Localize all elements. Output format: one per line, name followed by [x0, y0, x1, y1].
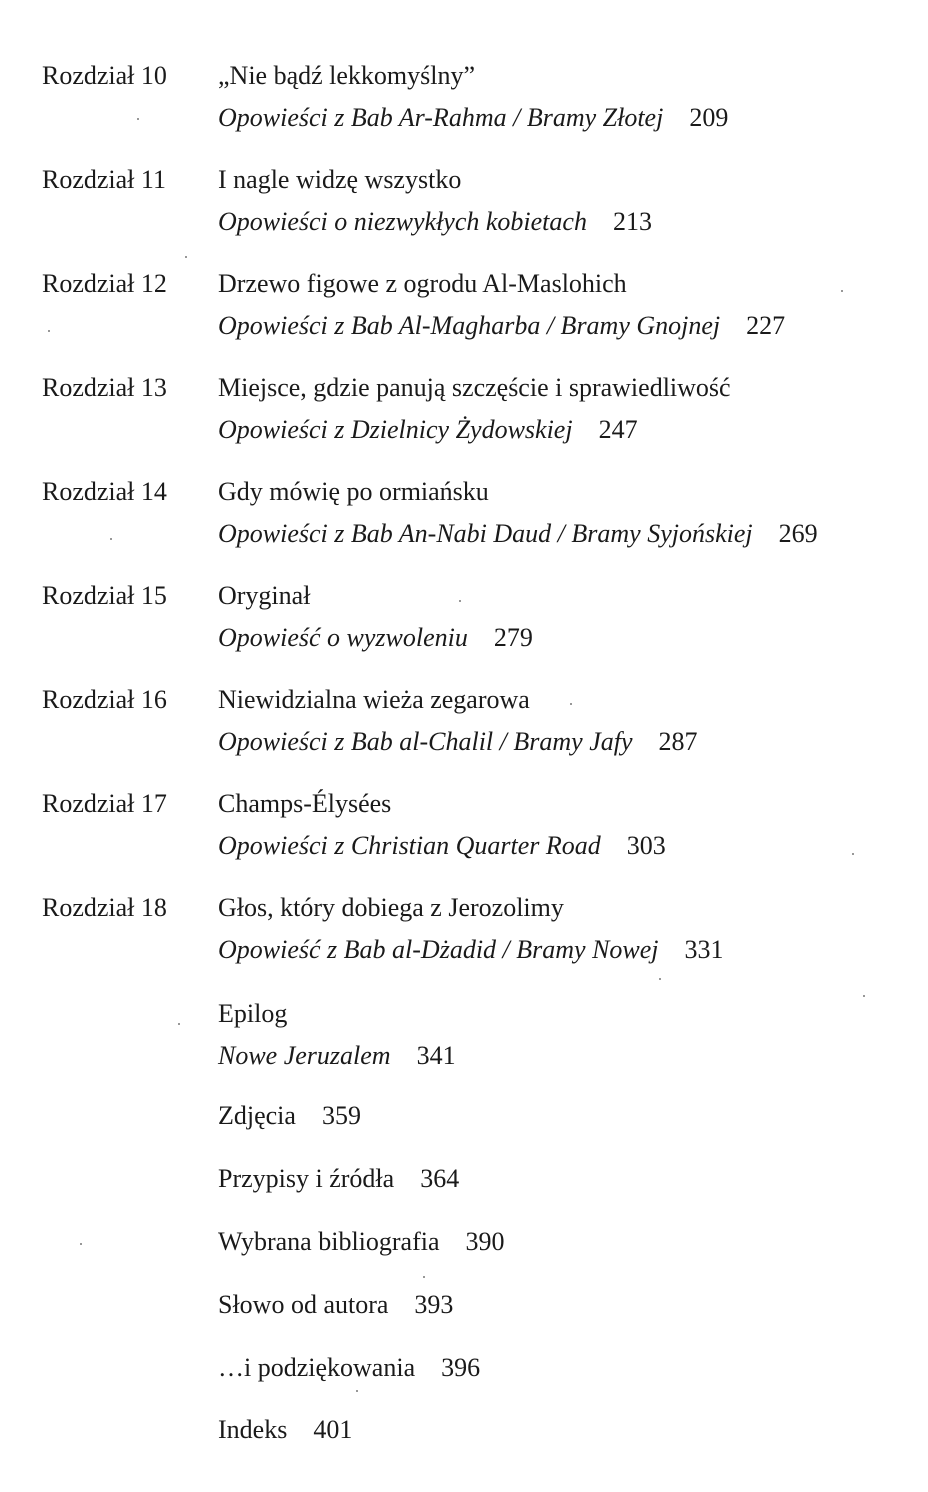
chapter-label: Rozdział 15: [42, 581, 167, 610]
chapter-subtitle: Opowieść o wyzwoleniu: [218, 623, 468, 652]
back-matter-title: …i podziękowania: [218, 1353, 416, 1382]
chapter-subtitle-line: [218, 932, 724, 968]
epilog-title: Epilog: [218, 999, 288, 1028]
page-number: 303: [626, 831, 666, 860]
chapter-title: Champs-Élysées: [218, 789, 392, 818]
chapter-subtitle: Opowieści z Dzielnicy Żydowskiej: [218, 415, 573, 444]
page-number: 209: [689, 103, 729, 132]
epilog-subtitle: Nowe Jeruzalem: [218, 1041, 391, 1070]
scan-speck: [80, 1243, 82, 1245]
chapter-subtitle: Opowieści o niezwykłych kobietach: [218, 207, 587, 236]
scan-speck: [48, 330, 50, 332]
page-number: 401: [313, 1415, 353, 1444]
back-matter-line: [218, 1287, 453, 1323]
chapter-title: Niewidzialna wieża zegarowa: [218, 685, 530, 714]
scan-speck: [852, 853, 854, 855]
scan-speck: [841, 290, 843, 292]
chapter-title: Oryginał: [218, 581, 311, 610]
chapter-subtitle-line: [218, 724, 698, 760]
chapter-subtitle-line: [218, 828, 666, 864]
back-matter-title: Indeks: [218, 1415, 288, 1444]
chapter-subtitle-line: [218, 412, 638, 448]
chapter-label: Rozdział 11: [42, 165, 166, 194]
chapter-subtitle: Opowieści z Bab Al-Magharba / Bramy Gnojnej: [218, 311, 721, 340]
page-number: 247: [598, 415, 638, 444]
chapter-title: Drzewo figowe z ogrodu Al-Maslohich: [218, 269, 627, 298]
scan-speck: [110, 538, 112, 540]
back-matter-line: [218, 1412, 352, 1448]
back-matter-title: Zdjęcia: [218, 1101, 296, 1130]
scan-speck: [178, 1023, 180, 1025]
scan-speck: [137, 118, 139, 120]
scan-speck: [185, 256, 187, 258]
page-number: 393: [414, 1290, 454, 1319]
chapter-title: Miejsce, gdzie panują szczęście i sprawiedliwość: [218, 373, 731, 402]
page-number: 287: [658, 727, 698, 756]
chapter-subtitle: Opowieści z Bab Ar-Rahma / Bramy Złotej: [218, 103, 664, 132]
chapter-title: Głos, który dobiega z Jerozolimy: [218, 893, 564, 922]
chapter-subtitle: Opowieści z Bab al-Chalil / Bramy Jafy: [218, 727, 633, 756]
back-matter-line: [218, 1224, 505, 1260]
epilog-subtitle-line: [218, 1038, 456, 1074]
chapter-title: „Nie bądź lekkomyślny”: [218, 61, 476, 90]
back-matter-title: Przypisy i źródła: [218, 1164, 395, 1193]
chapter-subtitle-line: [218, 308, 785, 344]
scan-speck: [459, 600, 461, 602]
chapter-subtitle-line: [218, 516, 818, 552]
scan-speck: [356, 1390, 358, 1392]
back-matter-title: Wybrana bibliografia: [218, 1227, 440, 1256]
page-number: 359: [321, 1101, 361, 1130]
chapter-label: Rozdział 17: [42, 789, 167, 818]
chapter-subtitle-line: [218, 204, 652, 240]
page-number: 390: [465, 1227, 505, 1256]
back-matter-line: [218, 1161, 459, 1197]
chapter-subtitle-line: [218, 100, 728, 136]
chapter-label: Rozdział 16: [42, 685, 167, 714]
page-number: 364: [420, 1164, 460, 1193]
chapter-label: Rozdział 10: [42, 61, 167, 90]
page-number: 213: [612, 207, 652, 236]
scan-speck: [659, 978, 661, 980]
scan-speck: [570, 703, 572, 705]
page-number: 396: [441, 1353, 481, 1382]
page-number: 227: [746, 311, 786, 340]
chapter-subtitle-line: [218, 620, 533, 656]
back-matter-line: [218, 1350, 480, 1386]
back-matter-line: [218, 1098, 361, 1134]
chapter-title: I nagle widzę wszystko: [218, 165, 462, 194]
chapter-label: Rozdział 12: [42, 269, 167, 298]
chapter-label: Rozdział 18: [42, 893, 167, 922]
chapter-label: Rozdział 14: [42, 477, 167, 506]
scan-speck: [423, 1276, 425, 1278]
chapter-subtitle: Opowieść z Bab al-Dżadid / Bramy Nowej: [218, 935, 659, 964]
chapter-title: Gdy mówię po ormiańsku: [218, 477, 489, 506]
chapter-label: Rozdział 13: [42, 373, 167, 402]
chapter-subtitle: Opowieści z Bab An-Nabi Daud / Bramy Syjońskiej: [218, 519, 753, 548]
back-matter-title: Słowo od autora: [218, 1290, 389, 1319]
page-number: 269: [778, 519, 818, 548]
scan-speck: [863, 995, 865, 997]
page-number: 279: [493, 623, 533, 652]
page-number: 341: [416, 1041, 456, 1070]
chapter-subtitle: Opowieści z Christian Quarter Road: [218, 831, 601, 860]
page-number: 331: [684, 935, 724, 964]
